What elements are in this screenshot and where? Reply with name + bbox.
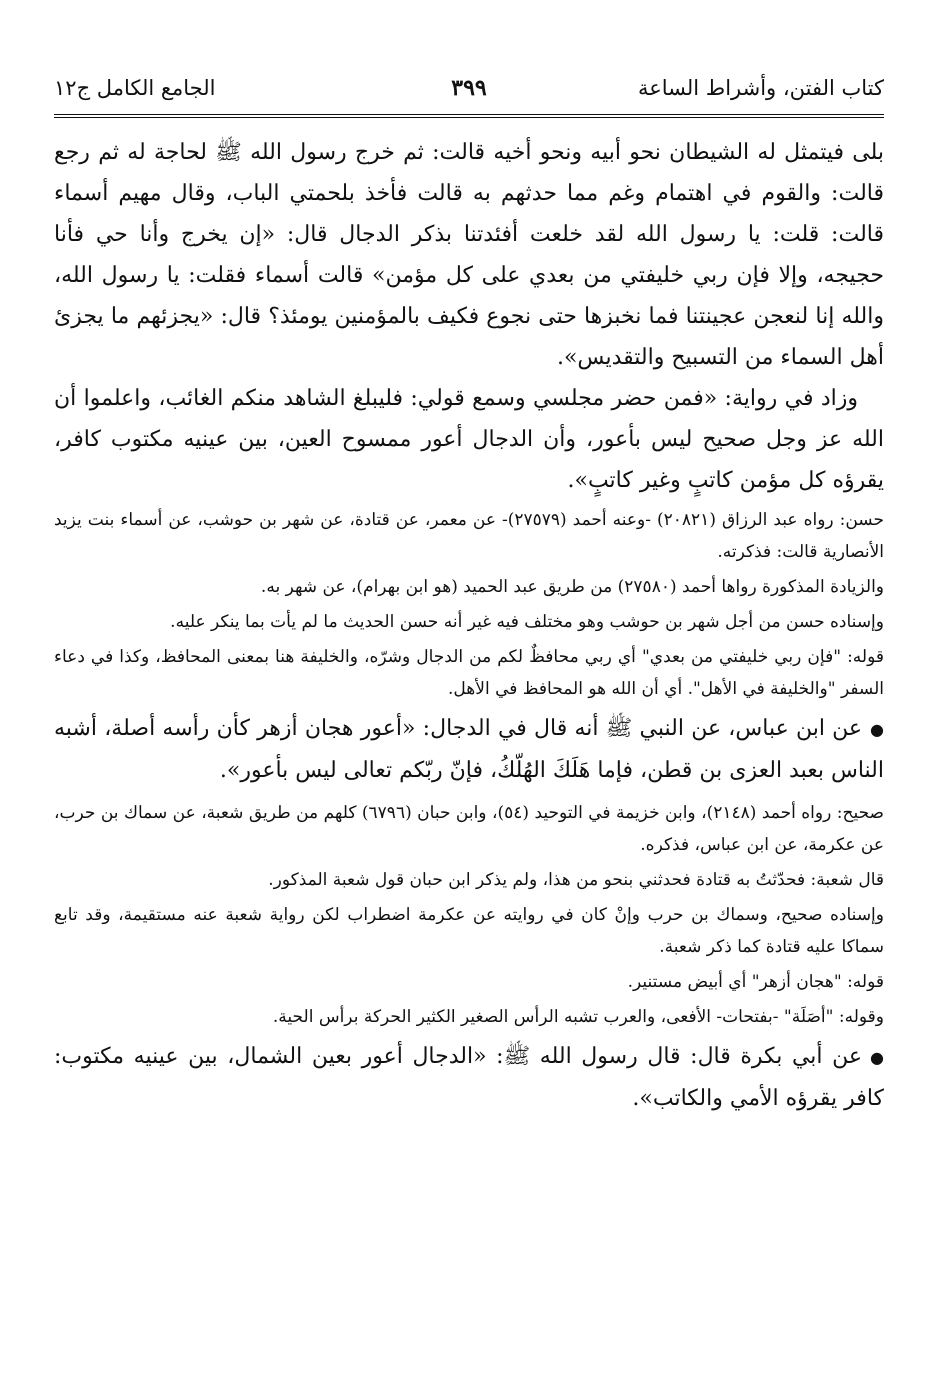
explanation-note: قوله: "هجان أزهر" أي أبيض مستنير. xyxy=(627,972,884,992)
takhrij-note: صحيح: رواه أحمد (٢١٤٨)، وابن خزيمة في التوحيد (٥٤)، وابن حبان (٦٧٩٦) كلهم من طريق شعبة، عن سماك بن حرب، عن عكرمة، عن ابن عباس، فذكره. xyxy=(54,803,884,855)
chapter-title: كتاب الفتن، وأشراط الساعة xyxy=(637,76,884,100)
bullet-icon: ● xyxy=(870,1048,884,1067)
explanation-note: قوله: "فإن ربي خليفتي من بعدي" أي ربي محافظٌ لكم من الدجال وشرّه، والخليفة هنا بمعنى المحافظ، وكذا في دعاء السفر "والخليفة في الأهل". أي أن الله هو المحافظ في الأهل. xyxy=(54,647,884,699)
hadith-body: عن أبي بكرة قال: قال رسول الله ﷺ: «الدجال أعور بعين الشمال، بين عينيه مكتوب: كافر يقرؤه الأمي والكاتب». xyxy=(54,1044,884,1111)
narrator-note: قال شعبة: فحدّثتُ به قتادة فحدثني بنحو من هذا، ولم يذكر ابن حبان قول شعبة المذكور. xyxy=(268,870,884,890)
hadith-text: بلى فيتمثل له الشيطان نحو أبيه ونحو أخيه قالت: ثم خرج رسول الله ﷺ لحاجة له ثم رجع قالت: والقوم في اهتمام وغم مما حدثهم به قالت فأخذ بلحمتي الباب، وقال مهيم أسماء قالت: قلت: يا رسول الله لقد خلعت أفئدتنا بذكر الدجال قال: «إن يخرج وأنا حي فأنا حجيجه، وإلا فإن ربي خليفتي من بعدي على كل مؤمن» قالت أسماء فقلت: يا رسول الله، والله إنا لنعجن عجينتنا فما نخبزها حتى نجوع فكيف بالمؤمنين يومئذ؟ قال: «يجزئهم ما يجزئ أهل السماء من التسبيح والتقديس». xyxy=(54,140,884,370)
page-body xyxy=(54,132,884,1119)
page-header xyxy=(54,70,884,110)
explanation-note: وقوله: "أصَلَة" -بفتحات- الأفعى، والعرب تشبه الرأس الصغير الكثير الحركة برأس الحية. xyxy=(272,1007,884,1027)
hadith-text xyxy=(54,708,884,791)
hadith-addition: وزاد في رواية: «فمن حضر مجلسي وسمع قولي: فليبلغ الشاهد منكم الغائب، واعلموا أن الله عز وجل صحيح ليس بأعور، وأن الدجال أعور ممسوح العين، بين عينيه مكتوب كافر، يقرؤه كل مؤمن كاتبٍ وغير كاتبٍ». xyxy=(54,386,884,493)
hadith-body: عن ابن عباس، عن النبي ﷺ أنه قال في الدجال: «أعور هجان أزهر كأن رأسه أصلة، أشبه الناس بعبد العزى بن قطن، فإما هَلَكَ الهُلّكُ، فإنّ ربّكم تعالى ليس بأعور». xyxy=(54,716,884,783)
hadith-text xyxy=(54,1036,884,1119)
isnad-grading: وإسناده حسن من أجل شهر بن حوشب وهو مختلف فيه غير أنه حسن الحديث ما لم يأت بما ينكر عليه. xyxy=(170,612,884,632)
book-page xyxy=(54,70,884,1119)
header-divider xyxy=(54,114,884,118)
isnad-grading: وإسناده صحيح، وسماك بن حرب وإنْ كان في روايته عن عكرمة اضطراب لكن رواية شعبة عنه مستقيمة، وقد تابع سماكا عليه قتادة كما ذكر شعبة. xyxy=(54,905,884,957)
takhrij-note: والزيادة المذكورة رواها أحمد (٢٧٥٨٠) من طريق عبد الحميد (هو ابن بهرام)، عن شهر به. xyxy=(260,577,884,597)
page-number: ٣٩٩ xyxy=(451,75,487,101)
book-title: الجامع الكامل ج١٢ xyxy=(54,76,216,100)
bullet-icon: ● xyxy=(870,720,884,739)
takhrij-note: حسن: رواه عبد الرزاق (٢٠٨٢١) -وعنه أحمد (٢٧٥٧٩)- عن معمر، عن قتادة، عن شهر بن حوشب، عن أسماء بنت يزيد الأنصارية قالت: فذكرته. xyxy=(54,510,884,562)
